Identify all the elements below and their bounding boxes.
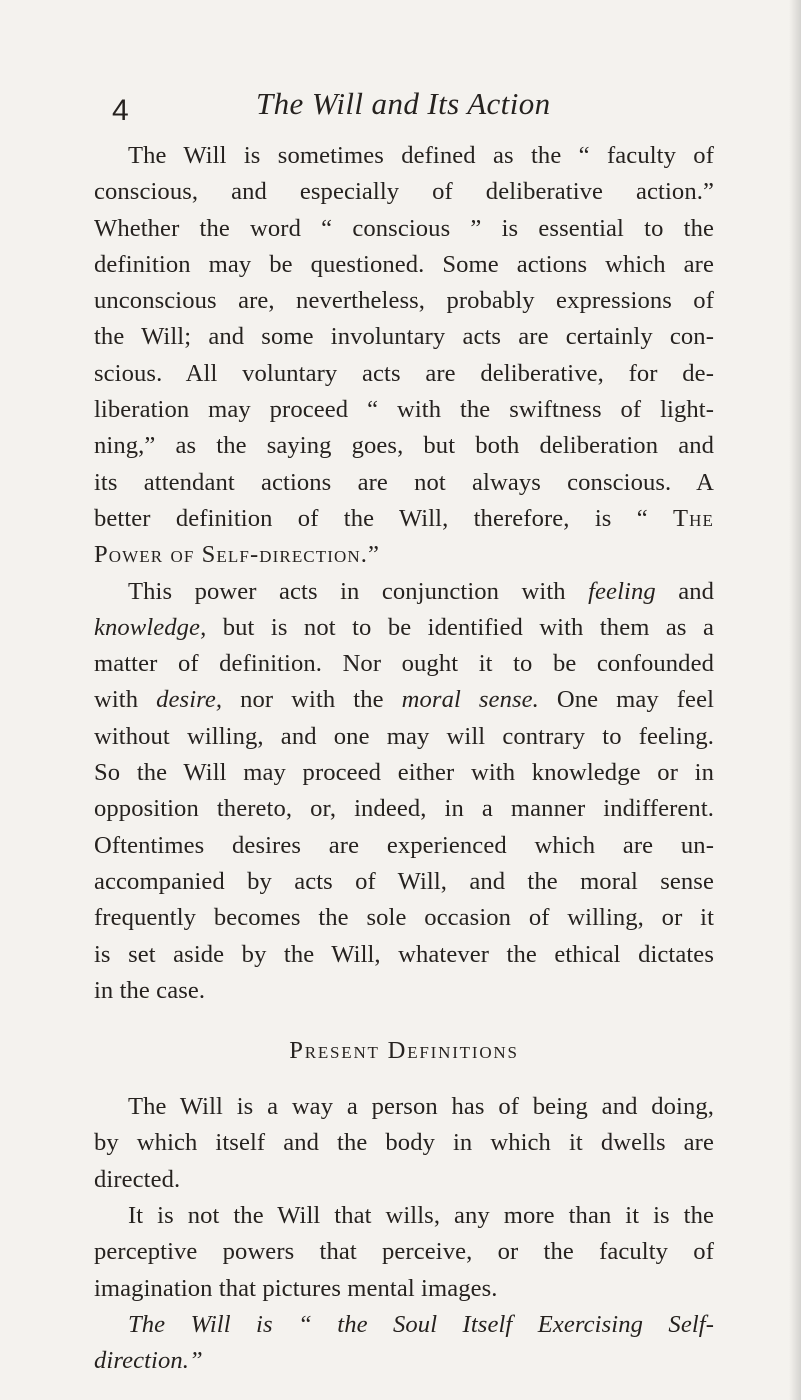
text-run: and bbox=[655, 577, 714, 605]
text-run: This power acts in conjunction with bbox=[128, 577, 589, 605]
text-line: its attendant actions are not always conscious. A bbox=[94, 468, 714, 496]
text-line bbox=[94, 682, 714, 718]
text-line: frequently becomes the sole occasion of willing, or it bbox=[94, 904, 714, 932]
running-head bbox=[60, 86, 710, 126]
page-number: 4 bbox=[112, 94, 129, 127]
emphasis-run: knowledge, bbox=[94, 613, 207, 641]
text-line: definition may be questioned. Some actions which are bbox=[94, 250, 714, 278]
body-text bbox=[94, 138, 714, 1380]
text-line bbox=[94, 610, 714, 646]
paragraph-soul bbox=[94, 1307, 714, 1380]
paragraph-not-the-will bbox=[94, 1198, 714, 1307]
small-caps-run: Power of Self-direction. bbox=[94, 541, 368, 569]
emphasis-run: desire, bbox=[156, 686, 223, 714]
text-line: Whether the word “ conscious ” is essential to the bbox=[94, 214, 714, 242]
text-run: better definition of the Will, therefore, is “ bbox=[94, 504, 674, 532]
text-line: accompanied by acts of Will, and the moral sense bbox=[94, 867, 714, 895]
text-line: Oftentimes desires are experienced which are un- bbox=[94, 831, 714, 859]
paragraph-way bbox=[94, 1089, 714, 1198]
text-line bbox=[94, 537, 714, 573]
scan-edge-shadow bbox=[789, 0, 801, 1400]
text-line: scious. All voluntary acts are deliberative, for de- bbox=[94, 359, 714, 387]
text-line: The Will is a way a person has of being and doing, bbox=[128, 1093, 714, 1121]
text-run: One may feel bbox=[538, 686, 715, 714]
emphasis-run: feeling bbox=[588, 577, 656, 605]
text-line: matter of definition. Nor ought it to be confounded bbox=[94, 650, 714, 678]
text-run: nor with the bbox=[222, 686, 402, 714]
text-line: conscious, and especially of deliberative action.” bbox=[94, 178, 714, 206]
text-line: So the Will may proceed either with knowledge or in bbox=[94, 759, 714, 787]
text-run: but is not to be identified with them as a bbox=[206, 613, 714, 641]
text-line: by which itself and the body in which it dwells are bbox=[94, 1129, 714, 1157]
text-line: is set aside by the Will, whatever the ethical dictates bbox=[94, 940, 714, 968]
paragraph-power bbox=[94, 574, 714, 1010]
section-heading: Present Definitions bbox=[289, 1037, 519, 1065]
text-line bbox=[94, 501, 714, 537]
text-line: ning,” as the saying goes, but both deliberation and bbox=[94, 432, 714, 460]
text-line: unconscious are, nevertheless, probably expressions of bbox=[94, 287, 714, 315]
emphasis-run: moral sense. bbox=[401, 686, 539, 714]
text-line: It is not the Will that wills, any more than it is the bbox=[128, 1202, 714, 1230]
text-line: directed. bbox=[94, 1165, 181, 1193]
small-caps-run: The bbox=[673, 504, 714, 532]
text-line bbox=[94, 574, 714, 610]
text-line: direction.” bbox=[94, 1347, 203, 1375]
text-run: ” bbox=[368, 541, 380, 569]
text-line: The Will is sometimes defined as the “ faculty of bbox=[128, 142, 714, 169]
text-line: the Will; and some involuntary acts are certainly con- bbox=[94, 323, 714, 351]
paragraph-definition bbox=[94, 138, 714, 574]
text-line: perceptive powers that perceive, or the faculty of bbox=[94, 1238, 714, 1266]
text-run: with bbox=[94, 686, 157, 714]
text-line: opposition thereto, or, indeed, in a manner indifferent. bbox=[94, 795, 714, 823]
text-line: liberation may proceed “ with the swiftness of light- bbox=[94, 396, 714, 424]
text-line: The Will is “ the Soul Itself Exercising Self- bbox=[128, 1310, 714, 1338]
text-line: without willing, and one may will contrary to feeling. bbox=[94, 722, 714, 750]
text-line: in the case. bbox=[94, 976, 206, 1004]
running-title: The Will and Its Action bbox=[256, 86, 551, 121]
text-line: imagination that pictures mental images. bbox=[94, 1274, 498, 1302]
